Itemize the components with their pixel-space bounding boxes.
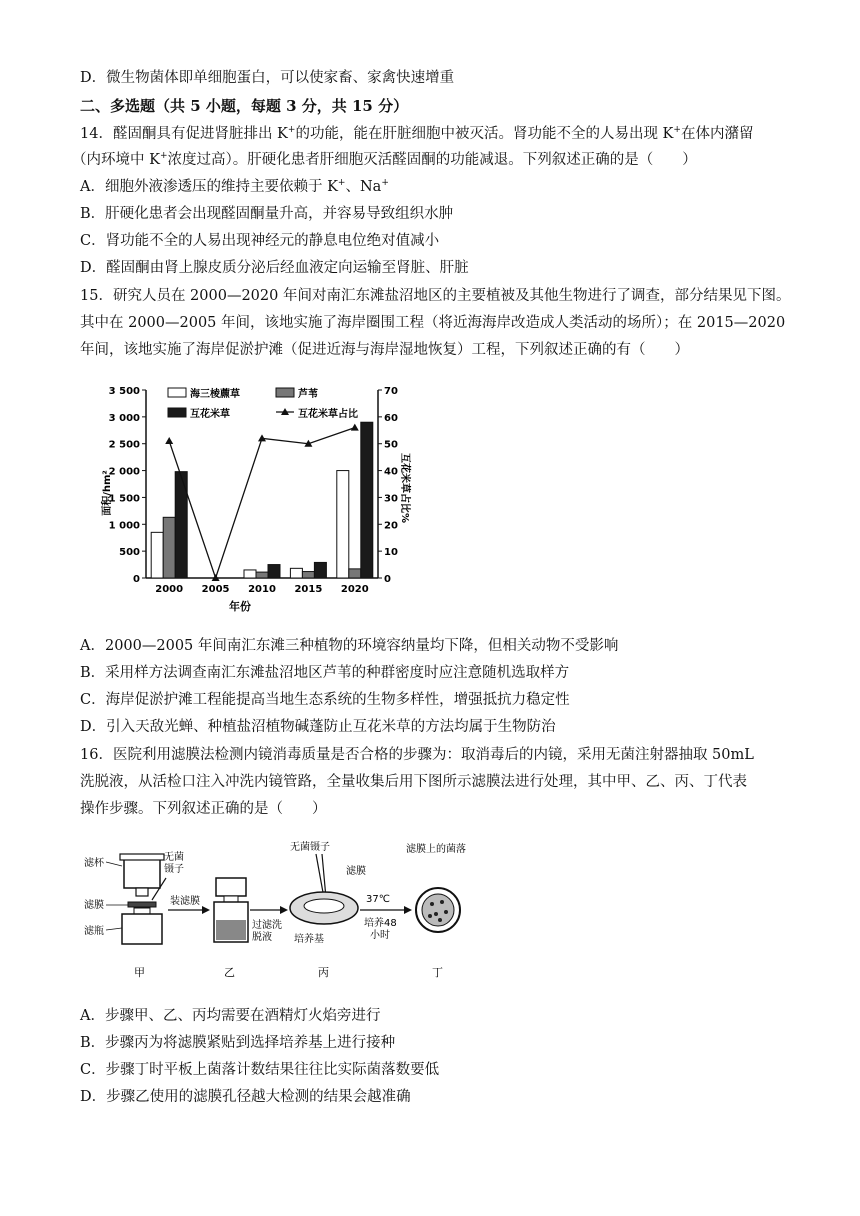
q16-stem-line1: 16．医院利用滤膜法检测内镜消毒质量是否合格的步骤为：取消毒后的内镜，采用无菌注射器抽取 50mL <box>80 747 754 763</box>
label-colonies: 滤膜上的菌落 <box>406 844 466 855</box>
y2-tick-label: 0 <box>384 574 391 585</box>
arrow-icon <box>280 906 288 914</box>
bar-2010-2 <box>268 565 280 578</box>
y-tick-label: 3 000 <box>108 412 140 424</box>
legend-label: 芦苇 <box>298 389 318 400</box>
x-tick-label: 2000 <box>155 584 184 595</box>
q14-option-a: A．细胞外液渗透压的维持主要依赖于 K+、Na+ <box>80 178 389 195</box>
label-medium: 培养基 <box>294 934 324 945</box>
bar-2015-2 <box>314 562 326 578</box>
label-install-membrane: 装滤膜 <box>170 896 200 907</box>
filter-membrane-diagram <box>84 828 484 988</box>
arrow-icon <box>202 906 210 914</box>
q16-option-a: A．步骤甲、乙、丙均需要在酒精灯火焰旁进行 <box>80 1008 381 1024</box>
filter-apparatus-yi <box>214 878 248 942</box>
q14-option-c: C．肾功能不全的人易出现神经元的静息电位绝对值减小 <box>80 233 440 249</box>
ratio-line <box>169 428 355 578</box>
y2-tick-label: 40 <box>384 466 398 478</box>
label-culture-1: 培养48 <box>364 918 397 929</box>
x-tick-label: 2020 <box>340 584 369 595</box>
step-bing: 丙 <box>318 966 329 979</box>
y-tick-label: 500 <box>119 547 140 559</box>
q16-stem-line2: 洗脱液，从活检口注入冲洗内镜管路，全量收集后用下图所示滤膜法进行处理，其中甲、乙、丙、丁代表 <box>80 774 747 790</box>
label-membrane-bing: 滤膜 <box>346 866 366 877</box>
label-filter-cup: 滤杯 <box>84 858 104 869</box>
step-jia: 甲 <box>134 966 145 979</box>
x-tick-label: 2015 <box>294 584 323 595</box>
label-sterile-tweezers-1: 无菌 <box>164 852 184 863</box>
y2-tick-label: 20 <box>384 520 398 532</box>
q15-stem-line1: 15．研究人员在 2000—2020 年间对南汇东滩盐沼地区的主要植被及其他生物进行了调查，部分结果见下图。 <box>80 288 791 304</box>
label-sterile-tweezers-2: 镊子 <box>164 864 184 875</box>
label-temperature: 37℃ <box>366 894 390 905</box>
y2-tick-label: 60 <box>384 412 398 424</box>
legend-swatch <box>276 388 294 397</box>
legend-swatch <box>168 388 186 397</box>
q14-stem-line1: 14．醛固酮具有促进肾脏排出 K+的功能，能在肝脏细胞中被灭活。肾功能不全的人易出现 K+在体内潴留 <box>80 125 754 142</box>
legend-label: 互花米草 <box>190 409 230 420</box>
label-sterile-tweezers-top: 无菌镊子 <box>290 842 330 853</box>
diagram-svg <box>84 828 484 988</box>
bar-2010-0 <box>244 570 256 578</box>
q15-option-b: B．采用样方法调查南汇东滩盐沼地区芦苇的种群密度时应注意随机选取样方 <box>80 665 570 681</box>
y-tick-label: 0 <box>133 574 140 585</box>
q14-stem-line2: （内环境中 K+浓度过高）。肝硬化患者肝细胞灭活醛固酮的功能减退。下列叙述正确的是（ ） <box>72 151 697 168</box>
bar-2000-0 <box>151 532 163 578</box>
y-tick-label: 1 000 <box>108 520 140 532</box>
q14-option-b: B．肝硬化患者会出现醛固酮量升高，并容易导致组织水肿 <box>80 206 454 222</box>
label-filter-bottle: 滤瓶 <box>84 926 104 937</box>
legend-label: 互花米草占比 <box>298 409 358 420</box>
y2-axis-label: 互花米草占比% <box>399 452 410 524</box>
bar-2015-0 <box>290 568 302 578</box>
y-axis-label: 面积/hm² <box>102 470 113 516</box>
step-ding: 丁 <box>432 966 443 979</box>
q16-stem-line3: 操作步骤。下列叙述正确的是（ ） <box>80 801 327 817</box>
y-tick-label: 2 500 <box>108 439 140 451</box>
q16-option-d: D．步骤乙使用的滤膜孔径越大检测的结果会越准确 <box>80 1089 411 1105</box>
label-culture-2: 小时 <box>370 930 390 941</box>
filter-apparatus-jia <box>120 854 164 944</box>
ratio-point-2000 <box>165 437 173 444</box>
y2-tick-label: 10 <box>384 547 398 559</box>
ratio-point-2020 <box>351 424 359 431</box>
y-tick-label: 2 000 <box>108 466 140 478</box>
vegetation-chart <box>100 378 430 618</box>
label-filter-membrane: 滤膜 <box>84 900 104 911</box>
bar-2010-1 <box>256 572 268 578</box>
q13-option-d: D．微生物菌体即单细胞蛋白，可以使家畜、家禽快速增重 <box>80 70 455 86</box>
x-axis-label: 年份 <box>229 600 251 613</box>
x-tick-label: 2010 <box>248 584 276 595</box>
q16-option-c: C．步骤丁时平板上菌落计数结果往往比实际菌落数要低 <box>80 1062 440 1078</box>
x-tick-label: 2005 <box>201 584 230 595</box>
bar-2015-1 <box>302 572 314 578</box>
q15-stem-line2: 其中在 2000—2005 年间，该地实施了海岸圈围工程（将近海海岸改造成人类活动的场所）；在 2015—2020 <box>80 315 786 331</box>
bar-2000-1 <box>163 517 175 578</box>
step-yi: 乙 <box>224 966 235 979</box>
chart-svg <box>100 378 430 618</box>
y2-tick-label: 70 <box>384 386 398 397</box>
label-filter-wash-1: 过滤洗 <box>252 920 282 931</box>
ratio-point-2010 <box>258 434 266 441</box>
section-heading: 二、多选题（共 5 小题，每题 3 分，共 15 分） <box>80 97 409 115</box>
y2-tick-label: 50 <box>384 439 398 451</box>
y-tick-label: 1 500 <box>108 493 140 505</box>
q14-option-d: D．醛固酮由肾上腺皮质分泌后经血液定向运输至肾脏、肝脏 <box>80 260 469 276</box>
q15-option-c: C．海岸促淤护滩工程能提高当地生态系统的生物多样性，增强抵抗力稳定性 <box>80 692 570 708</box>
bar-2020-2 <box>361 422 373 578</box>
label-filter-wash-2: 脱液 <box>252 932 272 943</box>
q15-option-d: D．引入天敌光蝉、种植盐沼植物碱蓬防止互花米草的方法均属于生物防治 <box>80 719 556 735</box>
bar-2020-0 <box>337 471 349 578</box>
legend-label: 海三棱藨草 <box>190 389 240 400</box>
y-tick-label: 3 500 <box>108 386 140 397</box>
legend-swatch <box>168 408 186 417</box>
arrow-icon <box>404 906 412 914</box>
q15-option-a: A．2000—2005 年间南汇东滩三种植物的环境容纳量均下降，但相关动物不受影响 <box>80 638 619 654</box>
bar-2020-1 <box>349 569 361 578</box>
y2-tick-label: 30 <box>384 493 398 505</box>
q15-stem-line3: 年间，该地实施了海岸促淤护滩（促进近海与海岸湿地恢复）工程，下列叙述正确的有（ ） <box>80 342 689 358</box>
q16-option-b: B．步骤丙为将滤膜紧贴到选择培养基上进行接种 <box>80 1035 396 1051</box>
